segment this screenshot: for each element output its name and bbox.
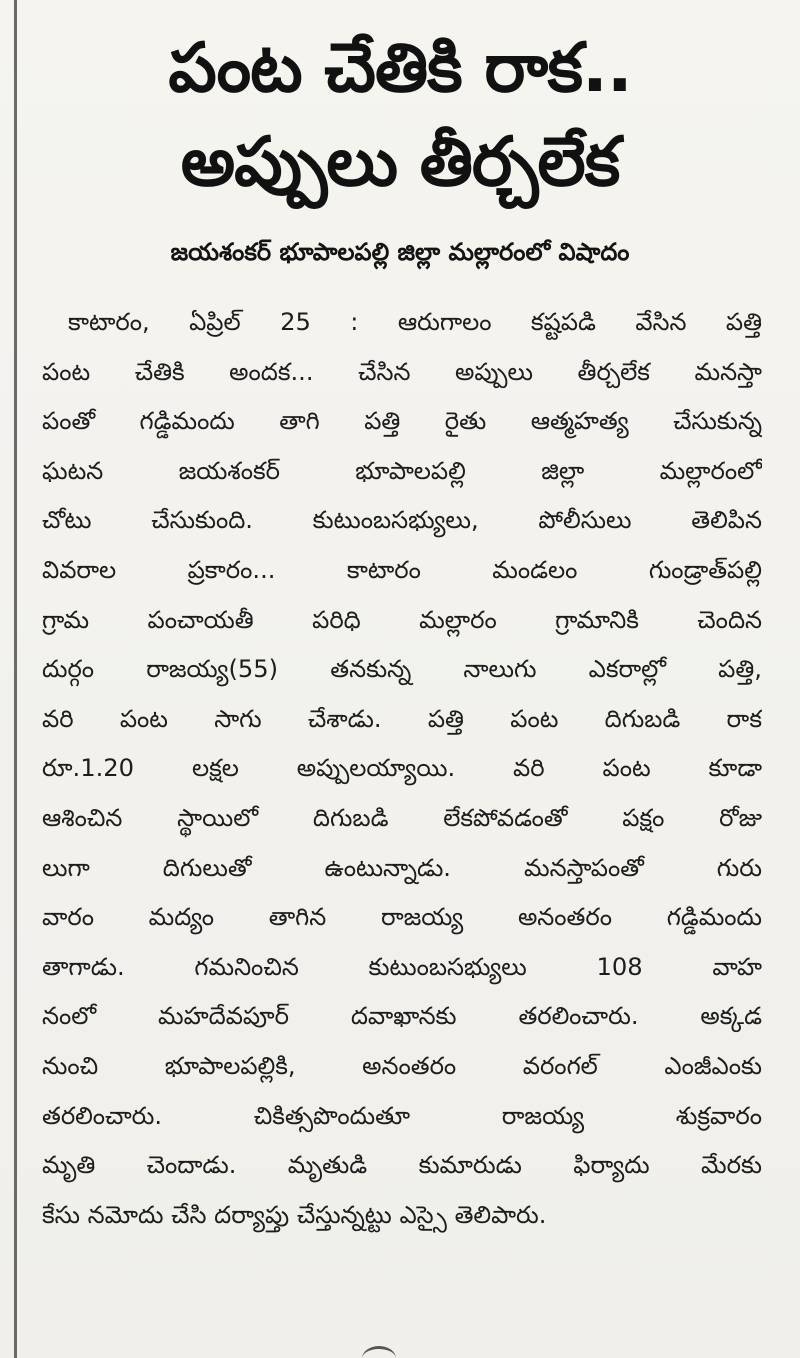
headline-line-1: పంట చేతికి రాక.. (168, 29, 632, 108)
headline (30, 22, 770, 210)
body-line-3: పంతో గడ్డిమందు తాగి పత్తి రైతు ఆత్మహత్య చేసుకున్న (42, 407, 762, 436)
body-line-15: నంలో మహదేవపూర్ దవాఖానకు తరలించారు. అక్కడ (42, 1002, 762, 1031)
page-end-mark (362, 1346, 396, 1358)
body-line-11: ఆశించిన స్థాయిలో దిగుబడి లేకపోవడంతో పక్షం రోజు (42, 803, 762, 832)
body-line-8: దుర్గం రాజయ్య(55) తనకున్న నాలుగు ఎకరాల్లో పత్తి, (42, 655, 762, 684)
article-body (42, 298, 762, 1240)
body-line-1: కాటారం, ఏప్రిల్ 25 : ఆరుగాలం కష్టపడి వేసిన పత్తి (68, 308, 762, 336)
body-line-2: పంట చేతికి అందక... చేసిన అప్పులు తీర్చలేక మనస్తా (42, 357, 762, 386)
body-line-5: చోటు చేసుకుంది. కుటుంబసభ్యులు, పోలీసులు తెలిపిన (42, 506, 762, 535)
body-line-13: వారం మద్యం తాగిన రాజయ్య అనంతరం గడ్డిమందు (42, 903, 762, 932)
column-rule (14, 0, 17, 1358)
body-line-4: ఘటన జయశంకర్ భూపాలపల్లి జిల్లా మల్లారంలో (42, 456, 762, 485)
body-line-18: మృతి చెందాడు. మృతుడి కుమారుడు ఫిర్యాదు మేరకు (42, 1151, 762, 1180)
body-line-7: గ్రామ పంచాయతీ పరిధి మల్లారం గ్రామానికి చెందిన (42, 605, 762, 634)
body-line-9: వరి పంట సాగు చేశాడు. పత్తి పంట దిగుబడి రాక (42, 704, 762, 733)
body-line-17: తరలించారు. చికిత్సపొందుతూ రాజయ్య శుక్రవారం (42, 1101, 762, 1130)
body-line-16: నుంచి భూపాలపల్లికి, అనంతరం వరంగల్ ఎంజీఎంకు (42, 1051, 762, 1080)
headline-line-2: అప్పులు తీర్చలేక (180, 123, 620, 202)
body-line-12: లుగా దిగులుతో ఉంటున్నాడు. మనస్తాపంతో గురు (42, 853, 762, 882)
subheadline: జయశంకర్ భూపాలపల్లి జిల్లా మల్లారంలో విషాదం (170, 238, 630, 266)
body-line-10: రూ.1.20 లక్షల అప్పులయ్యాయి. వరి పంట కూడా (42, 754, 762, 783)
body-line-19: కేసు నమోదు చేసి దర్యాప్తు చేస్తున్నట్టు ఎస్సై తెలిపారు. (42, 1200, 547, 1229)
body-line-14: తాగాడు. గమనించిన కుటుంబసభ్యులు 108 వాహ (42, 952, 762, 981)
body-line-6: వివరాల ప్రకారం... కాటారం మండలం గుండ్రాత్‌పల్లి (42, 555, 762, 584)
